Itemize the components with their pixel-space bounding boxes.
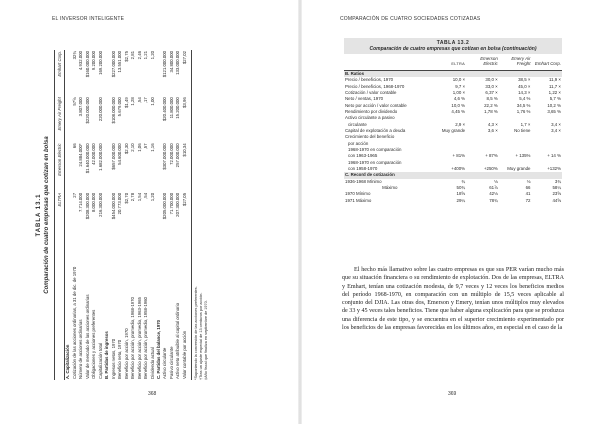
cell-value: 1,22 × [548, 89, 561, 95]
row-label: Beneficio por acción, promedio, 1958-1960 [143, 297, 149, 379]
cell-value: 5.679.000 [117, 97, 123, 117]
cell-value: 41 [525, 191, 531, 197]
cell-value: ⅛ [494, 178, 498, 184]
cell-value: +250% [483, 165, 498, 171]
row-label: por acción [348, 140, 369, 146]
row-label: Beneficio por acción, promedio, 1963-1965 [136, 297, 142, 379]
row-label: con 1958-1970 [348, 165, 378, 171]
cell-value: 3¾ [554, 178, 561, 184]
cell-value: 34.800.000 [168, 51, 174, 73]
row-label: B. Partidas de ingresos [104, 331, 110, 379]
table-13-2-grid [344, 54, 562, 204]
row-label: Beneficio neto, 1970 [117, 339, 123, 379]
cell-value [466, 70, 499, 77]
cell-value: 3,4 × [551, 121, 561, 127]
cell-value: 72.000.000 [168, 143, 174, 165]
cell-value: + 14 % [547, 153, 561, 159]
cell-value: 4,3 × [487, 121, 498, 127]
table-13-1 [36, 50, 256, 380]
cell-value: 1.682.000.000 [97, 143, 103, 171]
cell-value: ¾ [461, 178, 466, 184]
row-label: Rendimiento por dividendo [345, 108, 398, 114]
cell-value: ,17 [143, 97, 149, 104]
cell-value: 10,2 % [547, 102, 561, 108]
cell-value: $205.000.000 [162, 192, 168, 220]
cell-value: $1,49 [123, 97, 129, 108]
cell-value: 1,21 [143, 51, 149, 60]
cell-value: 29¼ [456, 197, 466, 203]
cell-value: $108.000.000 [110, 97, 116, 124]
cell-value: 1,28 [130, 97, 136, 106]
cell-value: $220.000.000 [84, 97, 90, 124]
cell-value: 8.000.000 [91, 192, 97, 213]
cell-value [65, 142, 72, 192]
cell-value: 10,0 % [451, 102, 466, 108]
row-label: B. Ratios [344, 70, 436, 77]
cell-value: 78¾ [489, 197, 498, 203]
cell-value: 9.200.000 [91, 51, 97, 71]
cell-value: $227.000.000 [110, 51, 116, 78]
cell-value: 1,20 [149, 192, 155, 202]
cell-value: 24.884.000* [78, 143, 84, 167]
cell-value: 2,10 [130, 143, 136, 152]
cell-value: 50¾ [456, 185, 466, 190]
cell-value: +132% [547, 165, 561, 171]
table-13-2-caption-band [344, 38, 562, 54]
cell-value: + 135% [515, 153, 531, 159]
table-row [344, 153, 562, 159]
row-label: A. Capitalización [65, 344, 71, 379]
table-1-header-0 [55, 235, 65, 380]
right-folio: 369 [448, 391, 457, 397]
row-label: 1970 Mínimo [345, 191, 371, 197]
row-label: 1968-1970 en comparación [348, 159, 402, 165]
cell-value: 1,00 × [452, 89, 466, 95]
table-row [181, 50, 187, 380]
cell-value: ,57 [143, 143, 149, 150]
cell-value: $27,02 [181, 51, 187, 65]
cell-value [436, 70, 467, 77]
cell-value: 11.800.000 [168, 97, 174, 119]
cell-value: 57⅝ [71, 97, 77, 106]
cell-value: $160.000.000 [84, 51, 90, 78]
table-row [344, 77, 562, 83]
cell-value: 61⅞ [489, 185, 498, 190]
table-row [344, 103, 562, 109]
cell-value: 58¼ [552, 185, 561, 190]
cell-value: 42⅛ [489, 191, 498, 197]
footnote: ‡Año fiscal que finaliza en septiembre de 1970. [203, 300, 208, 380]
cell-value: 4.932.000 [78, 51, 84, 71]
row-label: 1936-1968 Mínimo [345, 178, 382, 184]
table-13-1-caption: TABLA 13.1 [36, 193, 42, 237]
table-1-header-4: Emhart Corp. [55, 50, 65, 96]
row-label: Precio / beneficios, 1970 [345, 77, 394, 83]
cell-value: $454.000.000 [110, 192, 116, 220]
row-label: Activo circulante a pasivo [345, 115, 395, 121]
cell-value: 1,78 % [484, 108, 498, 114]
cell-value: 2,78 [130, 192, 136, 202]
cell-value: 3,4 × [551, 127, 561, 133]
cell-value: 3,65 % [547, 108, 561, 114]
cell-value: ,54 [143, 192, 149, 199]
table-row [65, 50, 72, 380]
table-13-1-footnotes [191, 50, 209, 380]
left-folio: 368 [148, 391, 157, 397]
table-2-header-4: Emhart Corp. [531, 54, 562, 70]
row-label: Obligaciones y acciones preferentes [91, 309, 97, 379]
table-13-2-caption: TABLA 13.2 [436, 40, 470, 46]
cell-value [499, 70, 532, 77]
table-row [84, 50, 90, 380]
cell-value: 23⅝ [552, 191, 561, 197]
row-label: circulante [348, 121, 367, 127]
row-label: Valor contable por acción [181, 330, 187, 379]
cell-value: $1.640.000.000 [84, 143, 90, 174]
table-row [344, 198, 562, 204]
cell-value: 20.773.000 [117, 192, 123, 215]
table-row [344, 96, 562, 102]
table-2-header-2: Emerson Electric [466, 54, 499, 70]
row-label: Valor de mercado de las acciones ordinarias [84, 294, 90, 379]
row-label: Precio / beneficios, 1968-1970 [345, 83, 405, 89]
cell-value: 3,6 × [487, 127, 498, 133]
cell-value: $2,70 [123, 192, 129, 204]
table-row [175, 50, 181, 380]
cell-value: $3,96 [181, 97, 187, 108]
left-page [0, 0, 298, 424]
table-2-header-0 [344, 54, 436, 70]
row-label: Neto por acción / valor contable [345, 102, 407, 108]
cell-value: 169.200.000 [97, 51, 103, 75]
row-label: Cotización / valor contable [345, 89, 397, 95]
cell-value: 3.807.000 [78, 97, 84, 117]
left-running-head: EL INVERSOR INTELIGENTE [52, 16, 125, 22]
cell-value: + 87% [485, 153, 498, 159]
row-label: Crecimiento del beneficio [345, 134, 395, 140]
row-label: C. Partidas del balance, 1970 [156, 320, 161, 379]
cell-value: 18⅝ [456, 191, 466, 197]
cell-value: $27,05 [181, 192, 187, 207]
cell-value: + 81% [452, 153, 466, 159]
cell-value: 1,16 [149, 143, 155, 152]
body-paragraph: El hecho más llamativo sobre las cuatro empresas es que sus PER varían mucho más que su situación financiera o su rendimiento de explotación. Dos de las empresas, ELTRA y Emhart, tenían una cotización modesta, de 9,7 veces y 12 veces los beneficios medios del período 1968-1970, en comparación con un múltiplo de 15,5 veces aplicable al conjunto del DJIA. Las otras dos, Emerson y Emery, tenían unos múltiplos muy elevados de 33 y 45 veces tales beneficios. Tiene que haber alguna explicación para que se produzca una diferencia de este tipo, y se encuentra en el superior crecimiento experimentado por los beneficios de las empresas favorecidas en los últimos años, en especial en el caso de la [342, 267, 564, 332]
cell-value: 66 [525, 185, 531, 190]
cell-value: 1,06 [136, 143, 142, 152]
cell-value: $121.000.000 [162, 51, 168, 78]
cell-value: 54.600.000 [117, 143, 123, 165]
row-label: C. Record de cotización [344, 172, 436, 178]
table-13-2 [344, 38, 562, 204]
cell-value: 4,6 % [453, 96, 466, 102]
cell-value: 45,0 × [518, 83, 531, 89]
row-label: Beneficio por acción, 1970 [123, 328, 129, 379]
footnote: *Suponiendo la conversión de las acciones preferentes. [193, 286, 198, 380]
row-label: Pasivo circulante [168, 346, 174, 379]
cell-value: Muy grande [507, 165, 531, 171]
table-2-header-3: Emery Air Freight [499, 54, 532, 70]
row-label: Máximo [382, 185, 398, 190]
row-label: Capitalización total [97, 342, 103, 379]
table-1-header-1: ELTRA [55, 192, 65, 235]
row-label: Ingresos netos, 1970 [110, 338, 116, 379]
row-label: Beneficio por acción, promedio, 1968-1970 [130, 297, 136, 379]
cell-value: 1,20 [149, 51, 155, 60]
row-label: Neto / ventas, 1970 [345, 96, 384, 102]
table-2-header-1: ELTRA [436, 54, 467, 70]
cell-value: 257.000.000 [175, 143, 181, 168]
row-label: Cotización de las acciones ordinarias, a 31 de dic. de 1970 [71, 266, 77, 379]
cell-value: 6,37 × [485, 89, 498, 95]
cell-value: 8,5 % [486, 96, 498, 102]
cell-value: ⅛ [526, 178, 531, 184]
cell-value: 4,45 % [451, 108, 466, 114]
cell-value: 22,2 % [484, 102, 498, 108]
cell-value: +400% [451, 165, 466, 171]
cell-value: $10,34 [181, 143, 187, 157]
cell-value: 14,3 × [518, 89, 531, 95]
table-13-1-grid [54, 50, 188, 380]
cell-value: 133.000.000 [175, 51, 181, 75]
row-label: 1968-1970 en comparación [348, 146, 402, 152]
cell-value: 2,81 [130, 51, 136, 60]
table-13-2-title: Comparación de cuatro empresas que cotizan en bolsa (continuación) [369, 46, 537, 52]
cell-value: No tiene [514, 127, 531, 133]
cell-value: $2,75 [123, 51, 129, 62]
cell-value: 44⅝ [552, 197, 561, 203]
cell-value: $20.400.000 [162, 97, 168, 122]
cell-value: 11,9 × [548, 77, 561, 83]
row-label: con 1963-1965 [348, 153, 378, 159]
table-row [344, 70, 562, 77]
cell-value: 2,9 × [455, 121, 466, 127]
cell-value: 72 [525, 197, 531, 203]
cell-value: $307.000.000 [162, 143, 168, 170]
cell-value: 7.714.000 [78, 192, 84, 213]
cell-value: 71.700.000 [168, 192, 174, 215]
cell-value: $657.000.000 [110, 143, 116, 170]
cell-value: 5,4 % [519, 96, 531, 102]
cell-value: 220.000.000 [97, 97, 103, 122]
right-page [302, 0, 600, 424]
cell-value: 2,46 [136, 51, 142, 60]
cell-value: ,54 [136, 97, 142, 104]
cell-value: 1,54 [136, 192, 142, 202]
table-1-header-2: Emerson Electric [55, 142, 65, 192]
cell-value: 1,00 [149, 97, 155, 106]
row-label: 1971 Máximo [345, 197, 372, 203]
cell-value: $208.300.000 [84, 192, 90, 220]
cell-value: 15.200.000 [175, 97, 181, 119]
cell-value: 27 [71, 192, 77, 198]
table-13-1-title: Comparación de cuatro empresas que cotizan en bolsa [44, 136, 50, 294]
cell-value: 38,5 × [518, 77, 531, 83]
cell-value: 30,0 × [485, 77, 498, 83]
cell-value [531, 70, 562, 77]
cell-value: 66 [71, 143, 77, 149]
cell-value: $2,30 [123, 143, 129, 155]
table-13-1-rotated [34, 30, 274, 382]
cell-value: Muy grande [441, 127, 466, 133]
cell-value: 11,7 × [548, 83, 561, 89]
right-running-head: COMPARACIÓN DE CUATRO SOCIEDADES COTIZADAS [340, 16, 481, 22]
cell-value [65, 96, 72, 142]
cell-value: 33,0 × [485, 83, 498, 89]
cell-value: 1,76 % [516, 108, 531, 114]
row-label: Activo neto atribuible al capital ordinario [175, 303, 181, 379]
row-label: Capital de explotación a deuda [345, 127, 406, 133]
cell-value: 13.551.000 [117, 51, 123, 73]
cell-value: 207.300.000 [175, 192, 181, 217]
cell-value: 9,7 × [455, 83, 466, 89]
row-label: Dividendo actual [149, 347, 155, 379]
row-label: Activo circulante [162, 347, 168, 379]
cell-value: 10,0 × [452, 77, 466, 83]
cell-value [65, 192, 72, 235]
cell-value [65, 50, 72, 96]
table-1-header-3: Emery Air Freight [55, 96, 65, 142]
row-label: Número de acciones ordinarias [78, 319, 84, 379]
cell-value: 216.300.000 [97, 192, 103, 217]
cell-value: 5,7 % [549, 96, 561, 102]
cell-value: 1,7 × [520, 121, 531, 127]
footnote: †Tras un ajuste especial de 13 centavos por acción. [198, 292, 203, 380]
cell-value: 32¾ [71, 51, 77, 60]
cell-value: 34,5 % [516, 102, 531, 108]
cell-value: 42.000.000 [91, 143, 97, 165]
